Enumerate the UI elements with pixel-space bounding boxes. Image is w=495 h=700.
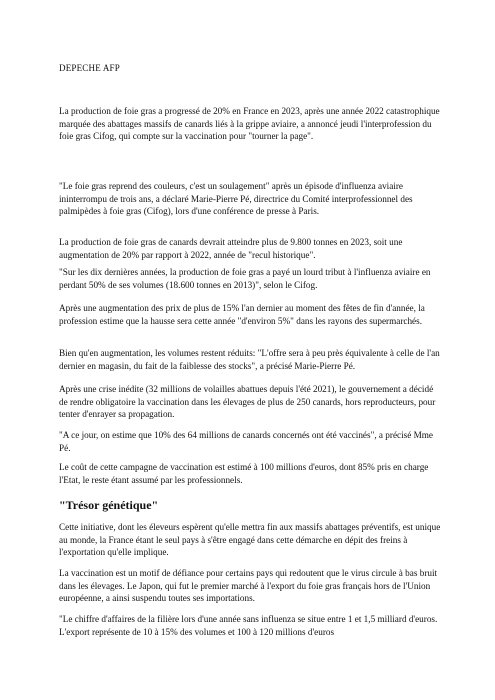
paragraph: Après une augmentation des prix de plus de 15% l'an dernier au moment des fêtes de fin d'année, la profession estime que la hausse sera cette année "d'environ 5%" dans les rayons des supermarchés. [59,303,425,326]
paragraph: Bien qu'en augmentation, les volumes restent réduits: "L'offre sera à peu près équivalente à celle de l'an dernier en magasin, du fait de la faiblesse des stocks", a précisé Marie-Pierre Pé. [59,348,440,371]
paragraph: La vaccination est un motif de défiance pour certains pays qui redoutent que le virus circule à bas bruit dans les élevages. Le Japon, qui fut le premier marché à l'export du foie gras français hors de l'Union européenne, a ainsi suspendu toutes ses importations. [59,568,438,604]
paragraph: La production de foie gras de canards devrait atteindre plus de 9.800 tonnes en 2023, soit une augmentation de 20% par rapport à 2022, année de "recul historique". [59,237,403,260]
paragraph: "Le foie gras reprend des couleurs, c'est un soulagement" après un épisode d'influenza aviaire ininterrompu de trois ans, a déclaré Marie-Pierre Pé, directrice du Comité interprofessionnel des palmipèdes à foie gras (Cifog), lors d'une conférence de presse à Paris. [59,181,413,217]
section-heading: "Trésor génétique" [59,498,159,512]
paragraph: Cette initiative, dont les éleveurs espèrent qu'elle mettra fin aux massifs abattages préventifs, est unique au monde, la France étant le seul pays à s'être engagé dans cette démarche en dépit des freins à l'exportation qu'elle implique. [59,522,441,558]
paragraph: Le coût de cette campagne de vaccination est estimé à 100 millions d'euros, dont 85% pris en charge l'Etat, le reste étant assumé par les professionnels. [59,462,429,485]
source-label: DEPECHE AFP [59,63,120,73]
paragraph: La production de foie gras a progressé de 20% en France en 2023, après une année 2022 catastrophique marquée des abattages massifs de canards liés à la grippe aviaire, a annoncé jeudi l'interprofession du foie gras Cifog, qui compte sur la vaccination pour "tourner la page". [59,106,440,142]
paragraph: Après une crise inédite (32 millions de volailles abattues depuis l'été 2021), le gouvernement a décidé de rendre obligatoire la vaccination dans les élevages de plus de 250 canards, hors reproducteurs, pour tenter d'enrayer sa propagation. [59,384,436,420]
paragraph: "Le chiffre d'affaires de la filière lors d'une année sans influenza se situe entre 1 et 1,5 milliard d'euros. L'export représente de 10 à 15% des volumes et 100 à 120 millions d'euros [59,614,438,637]
paragraph: "Sur les dix dernières années, la production de foie gras a payé un lourd tribut à l'influenza aviaire en perdant 50% de ses volumes (18.600 tonnes en 2013)", selon le Cifog. [59,267,431,290]
paragraph: "A ce jour, on estime que 10% des 64 millions de canards concernés ont été vaccinés", a précisé Mme Pé. [59,430,433,453]
